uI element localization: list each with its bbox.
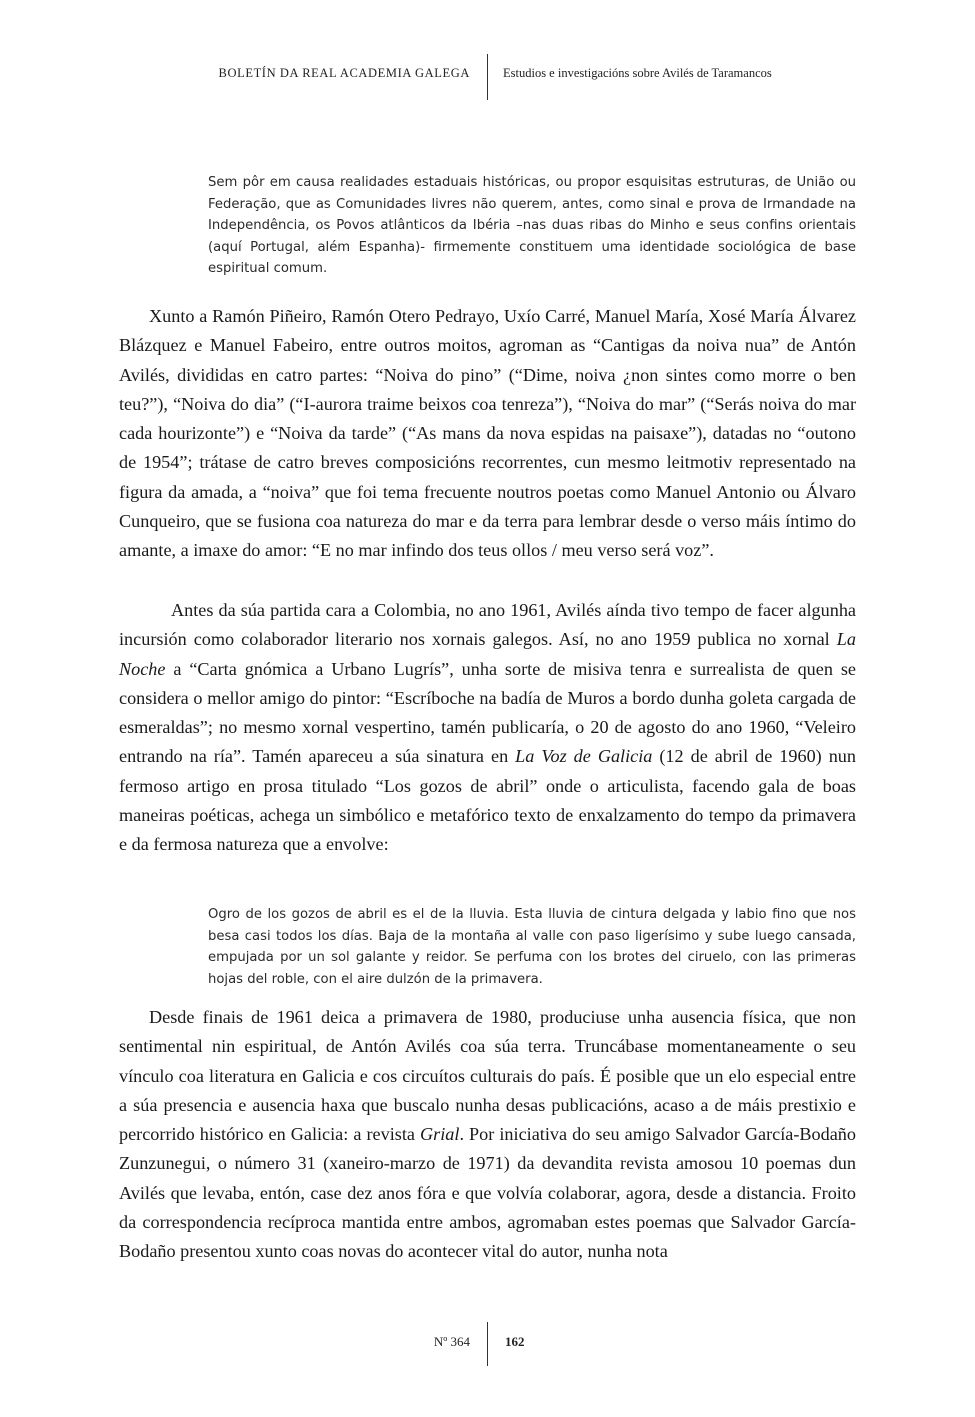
body-paragraph-3 [119,1003,856,1267]
journal-title: BOLETÍN DA REAL ACADEMIA GALEGA [218,66,470,80]
page-number: 162 [505,1334,525,1349]
page-header [0,62,975,102]
paragraph-text: (12 de abril de 1960) nun fermoso artigo en prosa titulado “Los gozos de abril” onde o articulista, facendo gala de boas maneiras poéticas, achega un simbólico e metafórico texto de enxalzamento do tempo da primavera e da fermosa natureza que a envolve: [119,746,856,855]
block-quote-portuguese: Sem pôr em causa realidades estaduais históricas, ou propor esquisitas estruturas, de União ou Federação, que as Comunidades livres não querem, antes, como sinal e prova de Irmandade na Independência, os Povos atlânticos da Ibéria –nas duas ribas do Minho e seus confins orientais (aquí Portugal, além Espanha)- firmemente constituem uma identidade sociológica de base espiritual comum. [208,175,856,276]
section-title: Estudios e investigacións sobre Avilés de Taramancos [503,66,772,80]
body-paragraph-1: Xunto a Ramón Piñeiro, Ramón Otero Pedrayo, Uxío Carré, Manuel María, Xosé María Álvarez Blázquez e Manuel Fabeiro, entre outros moitos, agroman as “Cantigas da noiva nua” de Antón Avilés, divididas en catro partes: “Noiva do pino” (“Dime, noiva ¿non sintes como morre o ben teu?”), “Noiva do dia” (“I-aurora traime beixos coa tenreza”), “Noiva do mar” (“Serás noiva do mar cada hourizonte”) e “Noiva da tarde” (“As mans da nova espidas na paisaxe”), datadas no “outono de 1954”; trátase de catro breves composicións recorrentes, cun mesmo leitmotiv representado na figura da amada, a “noiva” que foi tema frecuente noutros poetas como Manuel Antonio ou Álvaro Cunqueiro, que se fusiona coa natureza do mar e da terra para lembrar desde o verso máis íntimo do amante, a imaxe do amor: “E no mar infindo dos teus ollos / meu verso será voz”. [119,306,856,561]
footer-divider [487,1322,488,1366]
paragraph-text: . Por iniciativa do seu amigo Salvador García-Bodaño Zunzunegui, o número 31 (xaneiro-marzo de 1971) da devandita revista amosou 10 poemas dun Avilés que levaba, entón, case dez anos fóra e que volvía colaborar, agora, desde a distancia. Froito da correspondencia recíproca mantida entre ambos, agromaban estes poemas que Salvador García-Bodaño presentou xunto coas novas do acontecer vital do autor, nunha nota [119,1124,856,1262]
paragraph-text: Antes da súa partida cara a Colombia, no ano 1961, Avilés aínda tivo tempo de facer algunha incursión como colaborador literario nos xornais galegos. Así, no ano 1959 publica no xornal [119,600,856,650]
header-divider [487,54,488,100]
page-footer [0,1326,975,1366]
body-paragraph-2 [119,596,856,860]
issue-number: Nº 364 [433,1334,470,1349]
paragraph-text: a “Carta gnómica a Urbano Lugrís”, unha sorte de misiva tenra e surrealista de quen se considera o mellor amigo do pintor: “Escríboche na badía de Muros a bordo dunha goleta cargada de esmeraldas”; no mesmo xornal vespertino, tamén publicaría, o 20 de agosto do ano 1960, “Veleiro entrando na ría”. Tamén apareceu a súa sinatura en [119,658,856,767]
newspaper-title-la-noche: La Noche [119,629,856,679]
magazine-title-grial: Grial [420,1124,460,1145]
block-quote-spanish: Ogro de los gozos de abril es el de la lluvia. Esta lluvia de cintura delgada y labio fino que nos besa casi todos los días. Baja de la montaña al valle con paso ligerísimo y sube luego cansada, empujada por un sol galante y reidor. Se perfuma con los brotes del ciruelo, con las primeras hojas del roble, con el aire dulzón de la primavera. [208,907,856,987]
paragraph-text: Desde finais de 1961 deica a primavera de 1980, produciuse unha ausencia física, que non sentimental nin espiritual, de Antón Avilés coa súa terra. Truncábase momentaneamente o seu vínculo coa literatura en Galicia e cos circuítos culturais do país. É posible que un elo especial entre a súa presencia e ausencia haxa que buscalo nunha desas publicacións, acaso a de máis prestixio e percorrido histórico en Galicia: a revista [119,1007,856,1145]
newspaper-title-la-voz: La Voz de Galicia [515,746,653,767]
